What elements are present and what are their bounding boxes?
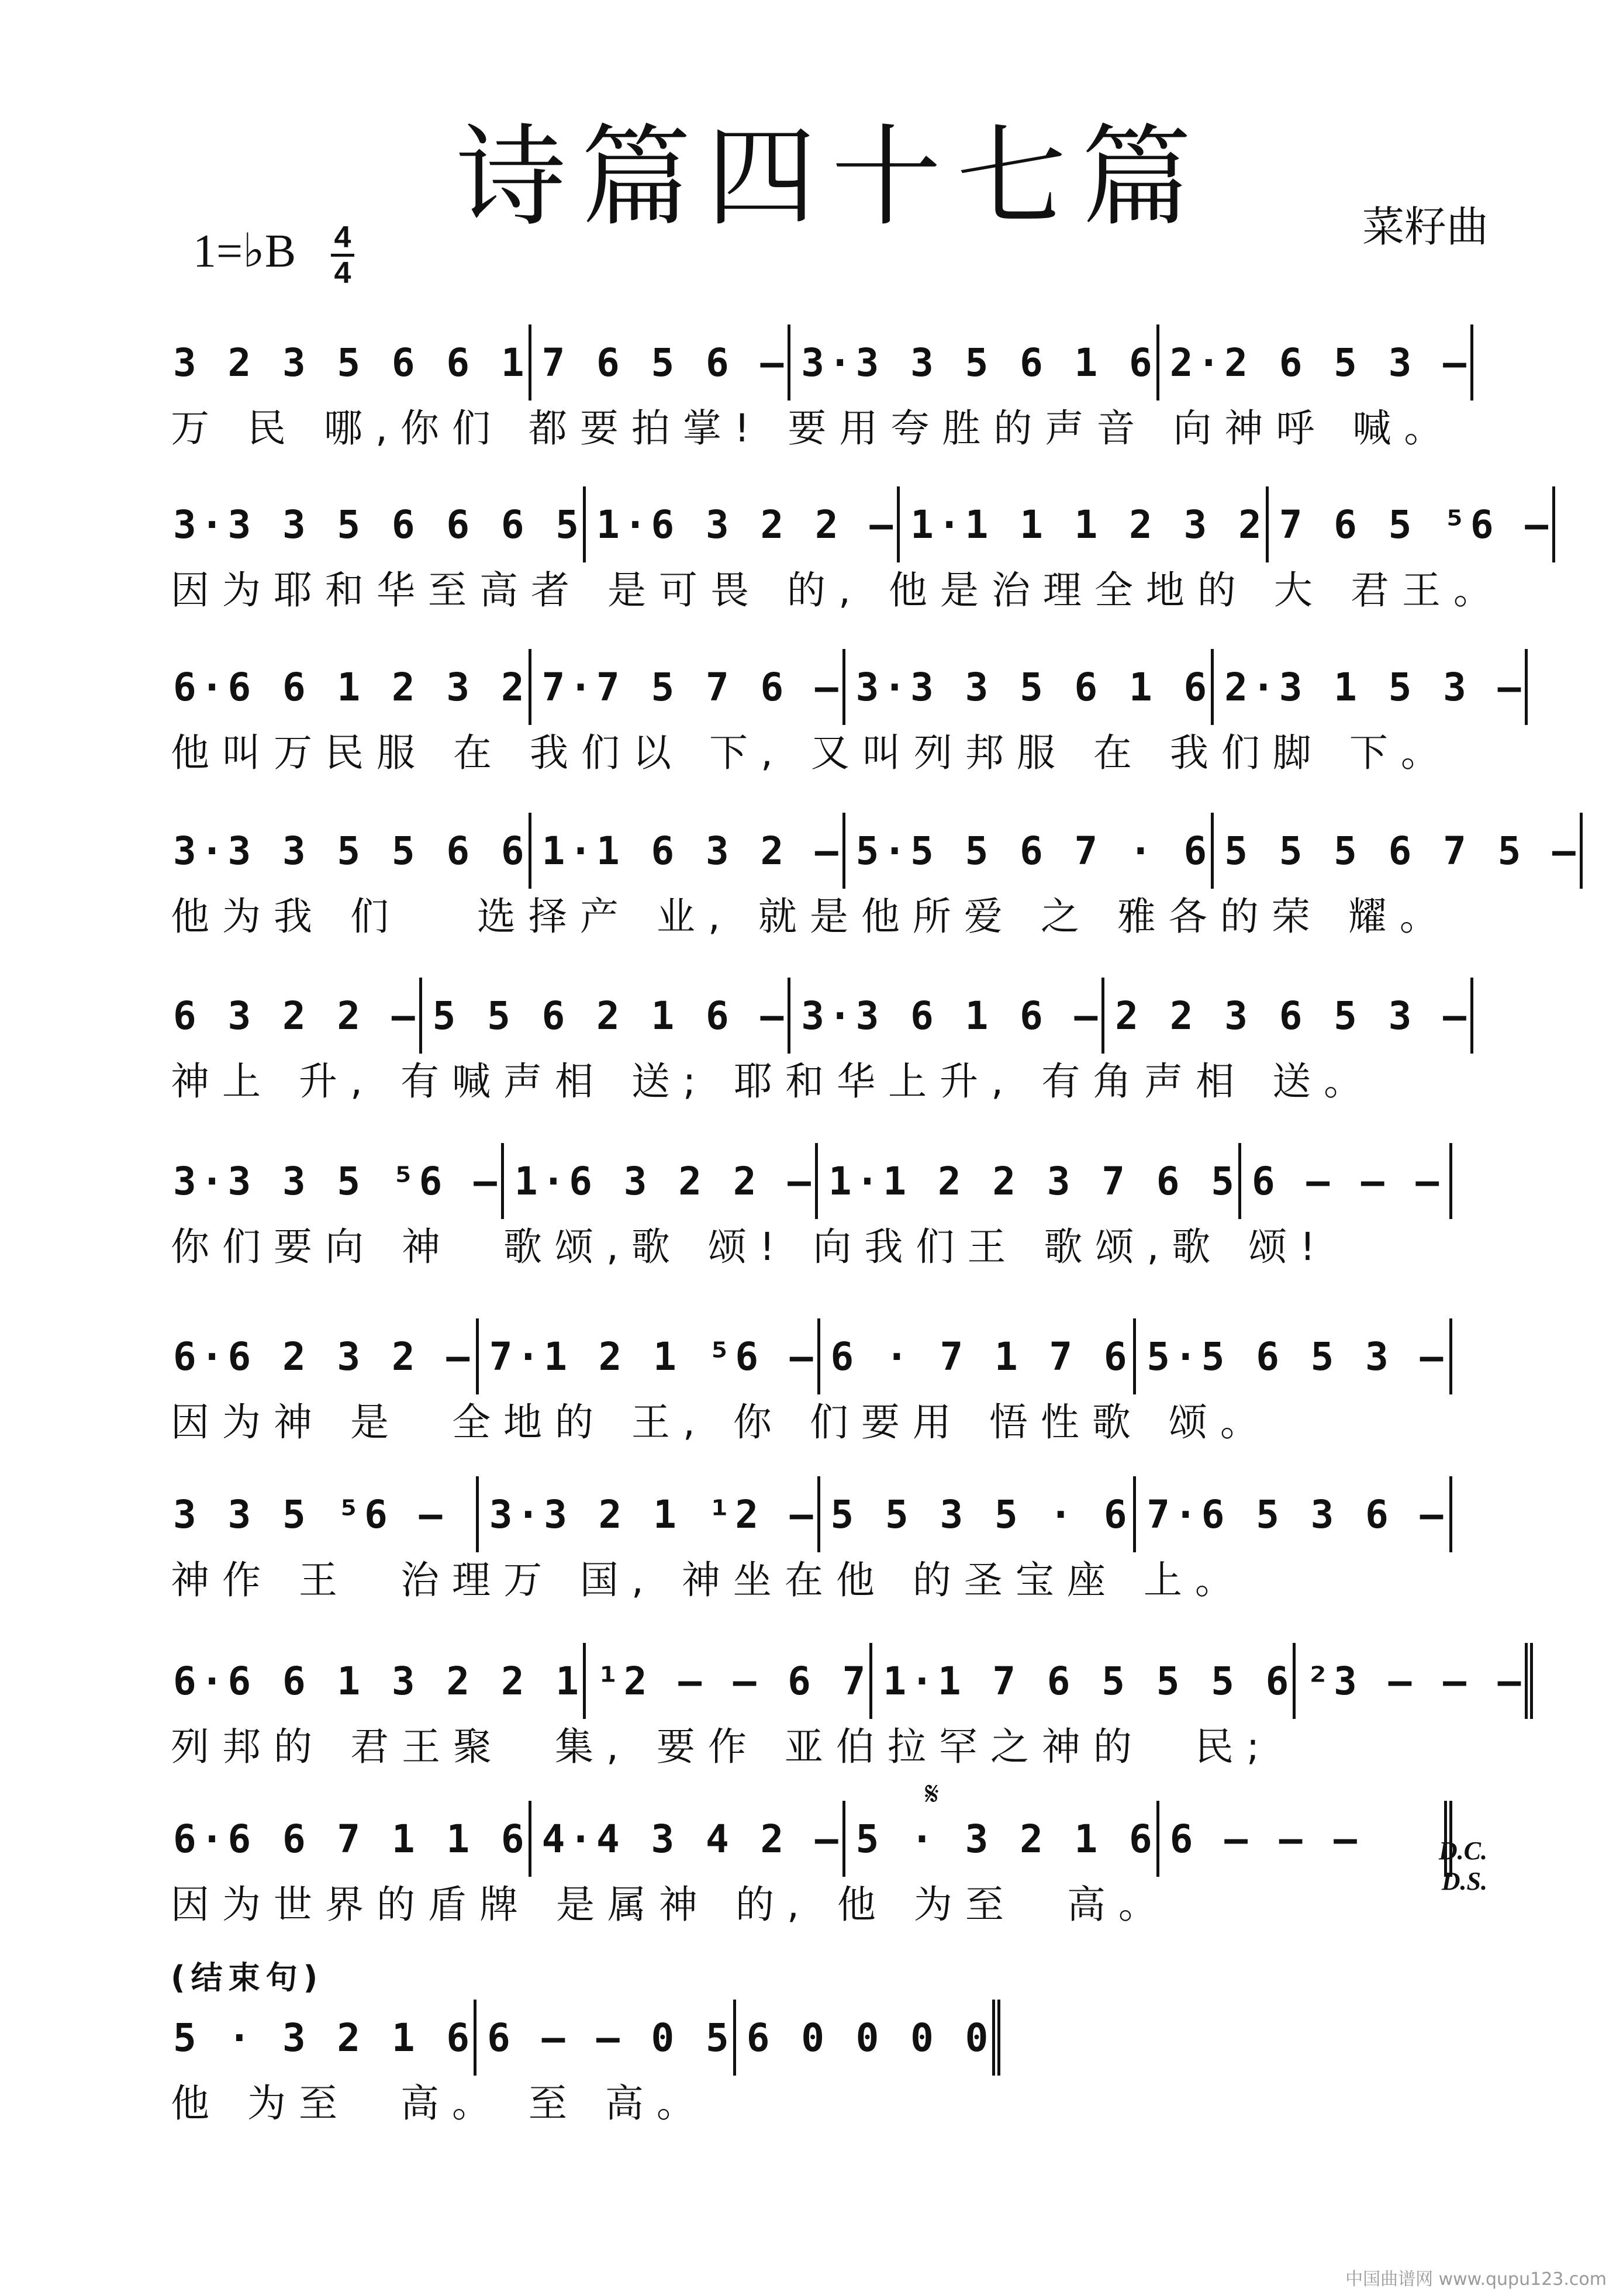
ds-mark: D.S. (1441, 1867, 1487, 1896)
meter-top: 4 (334, 220, 351, 254)
measure: 2·2 6 5 3 – (1159, 324, 1473, 400)
measure: 6 0 0 0 0 (736, 2000, 1001, 2076)
measure: 3·3 2 1 ¹2 – (479, 1476, 820, 1552)
measure: 3 2 3 5 6 6 1 (171, 324, 531, 400)
lyrics-row: 因为耶和华至高者 是可畏 的, 他是治理全地的 大 君王。 (171, 568, 1505, 613)
measure: ²3 – – – (1296, 1643, 1533, 1719)
measure: 3·3 3 5 6 1 6 (790, 324, 1159, 400)
lyrics-row: 神作 王 治理万 国, 神坐在他 的圣宝座 上。 (171, 1558, 1246, 1603)
measure: 6 · 7 1 7 6 (820, 1318, 1137, 1394)
measure: 3·3 3 5 5 6 6 (171, 813, 531, 889)
notes-row (171, 324, 1470, 400)
measure: 5·5 6 5 3 – (1136, 1318, 1452, 1394)
measure: 1·6 3 2 2 – (586, 486, 900, 562)
measure: 6 – – 0 5 (476, 2000, 736, 2076)
measure: 1·6 3 2 2 – (504, 1143, 818, 1219)
measure: 6·6 6 1 2 3 2 (171, 649, 531, 725)
lyrics-row: 神上 升, 有喊声相 送; 耶和华上升, 有角声相 送。 (171, 1059, 1376, 1104)
measure: 5 5 5 6 7 5 – (1214, 813, 1583, 889)
lyrics-row: 因为世界的盾牌 是属神 的, 他 为至 高。 (171, 1882, 1170, 1927)
dc-mark: D.C. (1438, 1836, 1487, 1865)
score-title: 诗篇四十七篇 (456, 113, 1207, 241)
measure: 7·7 5 7 6 – (531, 649, 845, 725)
lyrics-row: 列邦的 君王聚 集, 要作 亚伯拉罕之神的 民; (171, 1724, 1273, 1769)
notes-row (171, 978, 1470, 1054)
score-line-1 (171, 324, 1470, 482)
score-line-10 (171, 1775, 1487, 1959)
measure: 4·4 3 4 2 – (531, 1801, 845, 1877)
score-line-3 (171, 649, 1525, 807)
measure: 7·1 2 1 ⁵6 – (479, 1318, 820, 1394)
measure: 3·3 3 5 ⁵6 – (171, 1143, 504, 1219)
notes-row (171, 2000, 993, 2076)
score-line-9 (171, 1643, 1525, 1801)
measure: 3·3 6 1 6 – (790, 978, 1104, 1054)
notes-row (171, 1643, 1525, 1719)
notes-row (171, 1318, 1452, 1394)
ending-label: (结束句) (171, 1959, 324, 1996)
notes-row (171, 486, 1553, 562)
lyrics-row: 他叫万民服 在 我们以 下, 又叫列邦服 在 我们脚 下。 (171, 730, 1452, 775)
notes-row (171, 1476, 1452, 1552)
meter-bottom: 4 (334, 256, 351, 290)
measure: 1·1 7 6 5 5 5 6 (872, 1643, 1296, 1719)
measure: 2·3 1 5 3 – (1214, 649, 1528, 725)
measure: 7 6 5 ⁵6 – (1269, 486, 1555, 562)
score-line-4 (171, 813, 1580, 971)
score-line-8 (171, 1476, 1452, 1634)
notes-row (171, 649, 1525, 725)
segno-sign: 𝄋 (925, 1775, 940, 1813)
key-signature (193, 228, 296, 275)
notes-row (171, 813, 1580, 889)
measure: ¹2 – – 6 7 (586, 1643, 872, 1719)
lyrics-row: 他为我 们 选择产 业, 就是他所爱 之 雅各的荣 耀。 (171, 894, 1451, 939)
score-line-ending (171, 2000, 993, 2157)
measure: 6 – – – (1159, 1801, 1452, 1877)
score-line-5 (171, 978, 1470, 1135)
key-prefix: 1= (193, 226, 243, 277)
measure: 6·6 6 7 1 1 6 (171, 1801, 531, 1877)
repeat-marks (1439, 1836, 1487, 1897)
lyrics-row: 万 民 哪,你们 都要拍掌! 要用夸胜的声音 向神呼 喊。 (171, 406, 1456, 451)
measure: 5 · 3 2 1 6 (845, 1801, 1159, 1877)
measure: 7 6 5 6 – (531, 324, 791, 400)
measure: 3·3 3 5 6 1 6 (845, 649, 1214, 725)
score-line-6 (171, 1143, 1452, 1301)
key-name: ♭B (243, 226, 296, 277)
measure: 5·5 5 6 7 · 6 (845, 813, 1214, 889)
notes-row (171, 1801, 1452, 1877)
measure: 5 · 3 2 1 6 (171, 2000, 476, 2076)
measure: 1·1 1 1 2 3 2 (900, 486, 1269, 562)
lyrics-row: 你们要向 神 歌颂,歌 颂! 向我们王 歌颂,歌 颂! (171, 1224, 1328, 1269)
composer-credit: 菜籽曲 (1362, 202, 1489, 251)
site-watermark: 中国曲谱网 www.qupu123.com (1345, 2269, 1607, 2290)
measure: 6·6 6 1 3 2 2 1 (171, 1643, 586, 1719)
measure: 7·6 5 3 6 – (1136, 1476, 1452, 1552)
measure: 6 – – – (1241, 1143, 1452, 1219)
score-line-7 (171, 1318, 1452, 1476)
measure: 1·1 6 3 2 – (531, 813, 845, 889)
measure: 5 5 6 2 1 6 – (422, 978, 791, 1054)
measure: 5 5 3 5 · 6 (820, 1476, 1137, 1552)
measure: 6·6 2 3 2 – (171, 1318, 479, 1394)
notes-row (171, 1143, 1452, 1219)
measure: 3 3 5 ⁵6 – (171, 1476, 479, 1552)
time-signature (331, 222, 354, 288)
score-line-2 (171, 486, 1553, 644)
measure: 1·1 2 2 3 7 6 5 (818, 1143, 1241, 1219)
measure: 6 3 2 2 – (171, 978, 422, 1054)
lyrics-row: 因为神 是 全地的 王, 你 们要用 悟性歌 颂。 (171, 1400, 1272, 1445)
lyrics-row: 他 为至 高。 至 高。 (171, 2081, 708, 2126)
measure: 2 2 3 6 5 3 – (1104, 978, 1473, 1054)
measure: 3·3 3 5 6 6 6 5 (171, 486, 586, 562)
